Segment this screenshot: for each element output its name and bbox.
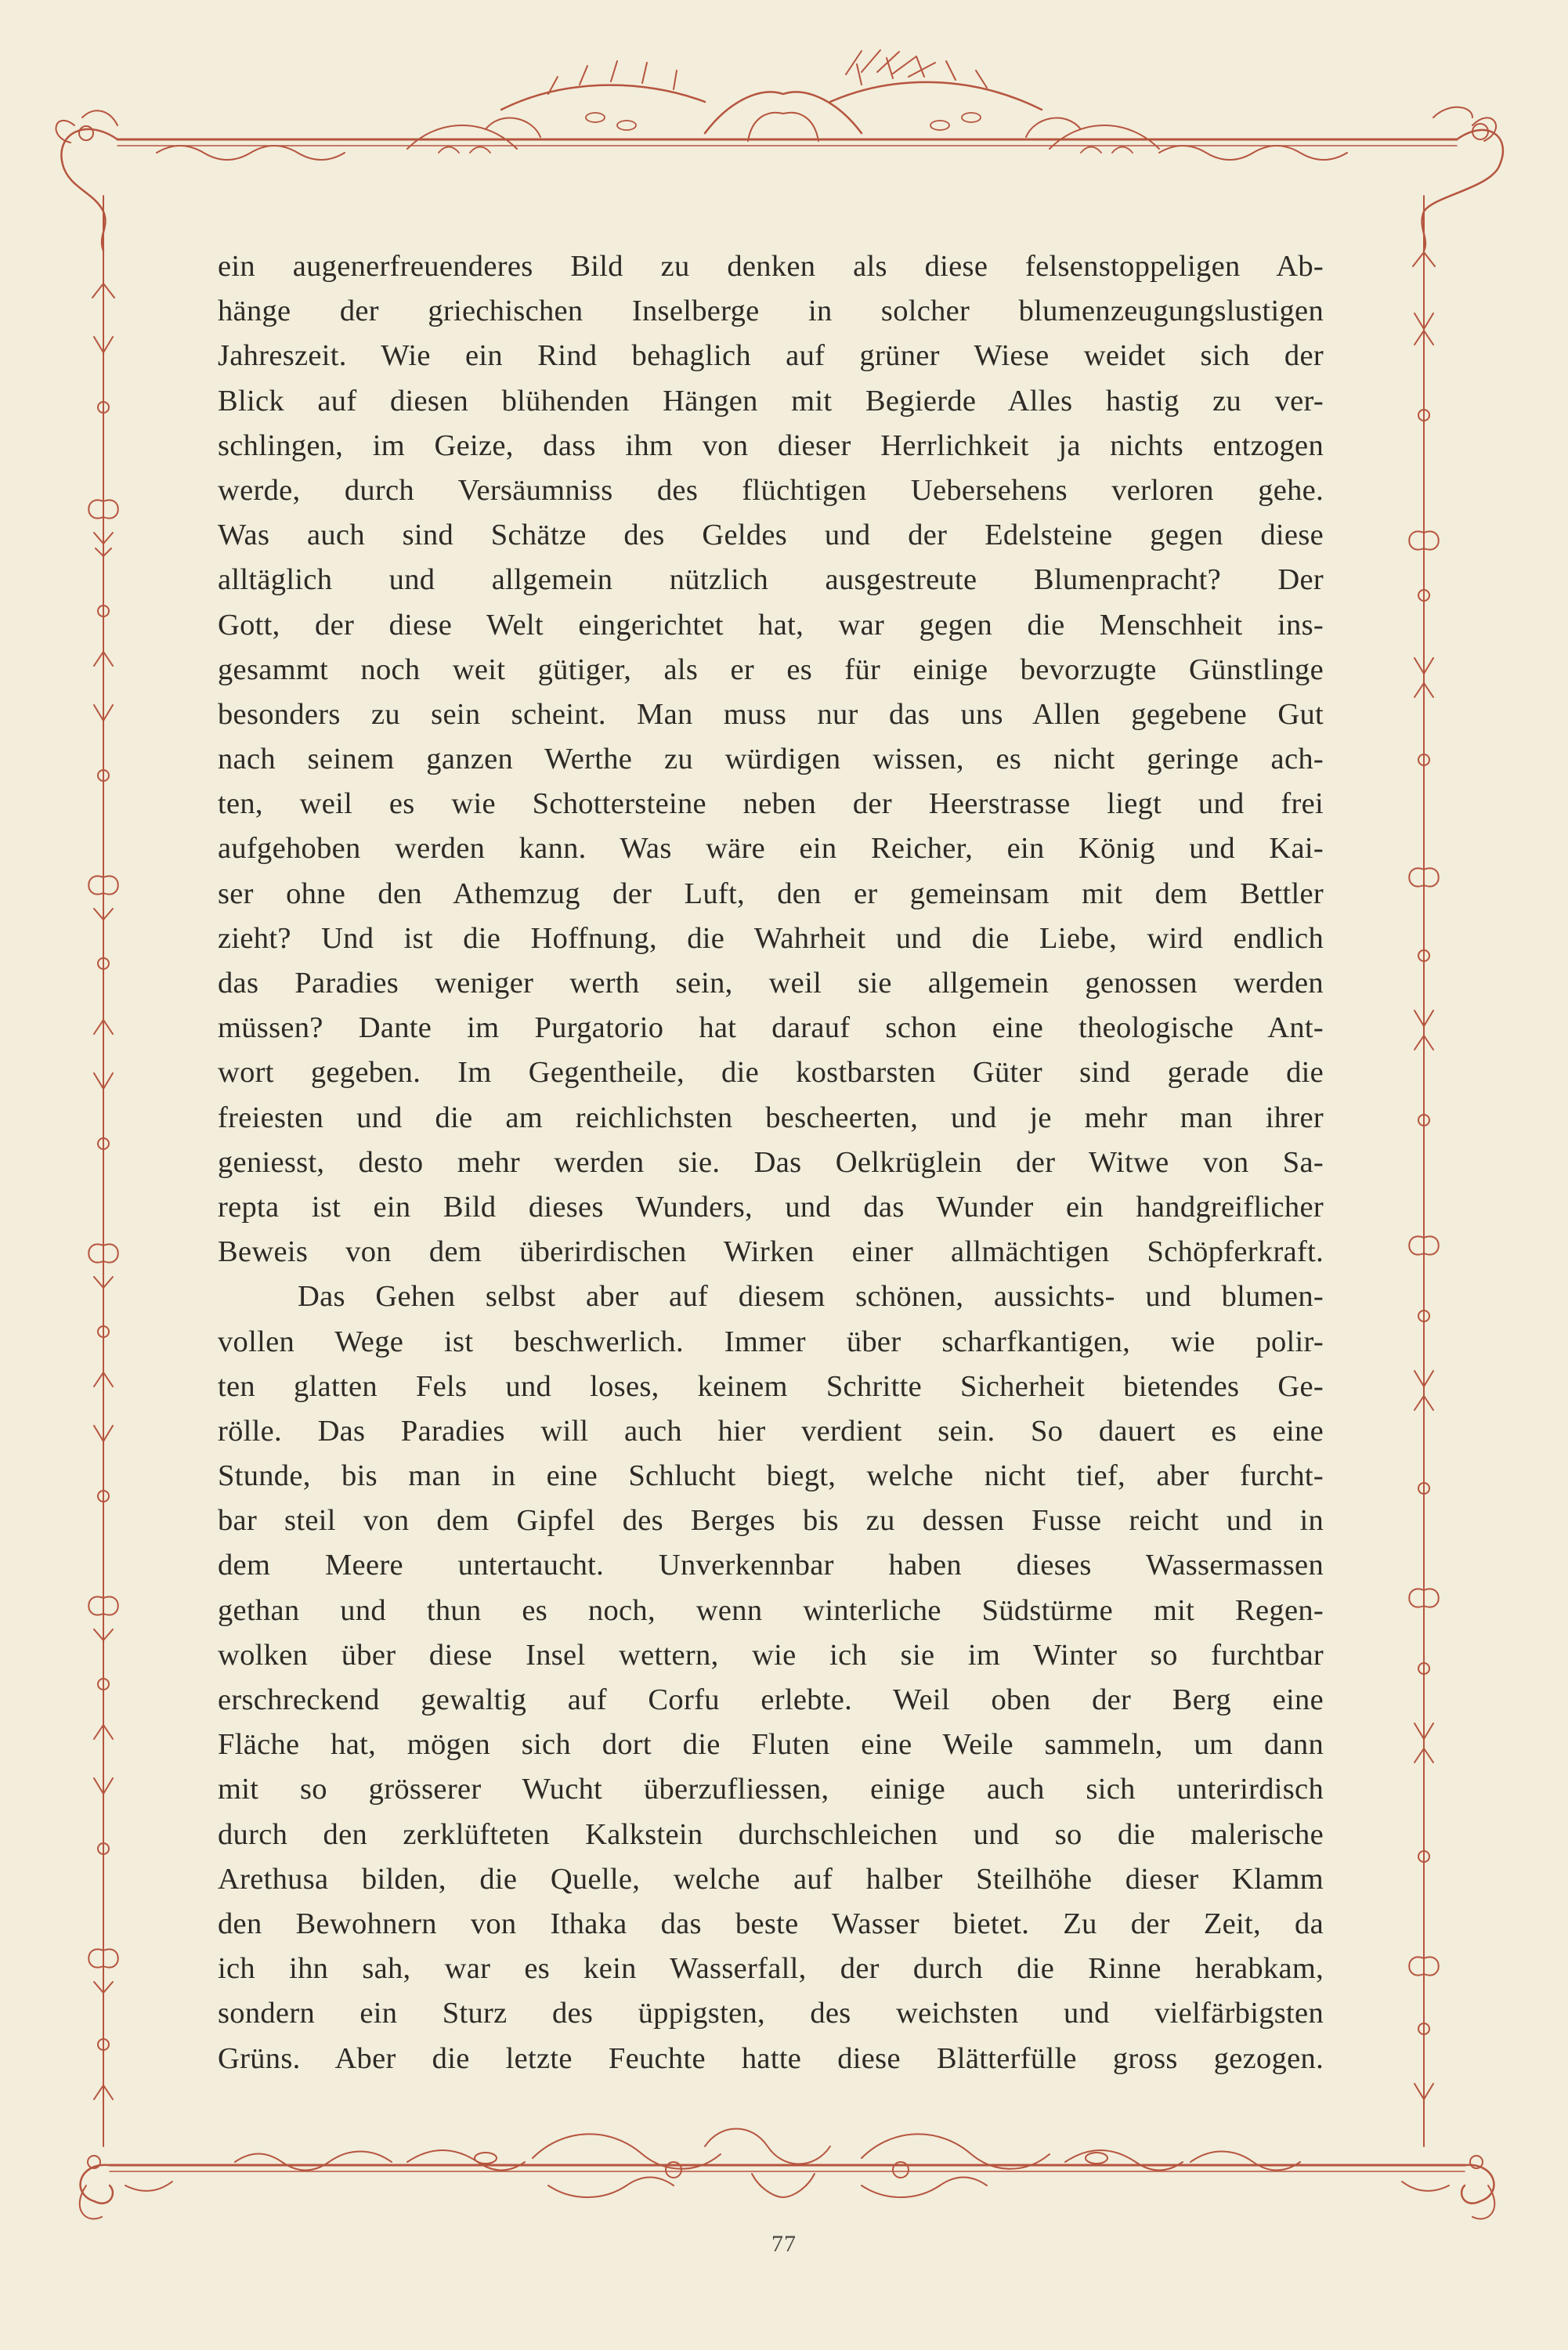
text-line: rölle. Das Paradies will auch hier verdient sein. So dauert es eine [218,1414,1324,1448]
text-line: Fläche hat, mögen sich dort die Fluten eine Weile sammeln, um dann [218,1728,1324,1762]
text-line: ich ihn sah, war es kein Wasserfall, der durch die Rinne herabkam, [218,1952,1324,1986]
text-line: alltäglich und allgemein nützlich ausgestreute Blumenpracht? Der [218,563,1324,597]
text-line: repta ist ein Bild dieses Wunders, und das Wunder ein handgreiflicher [218,1190,1324,1224]
text-line: den Bewohnern von Ithaka das beste Wasser bietet. Zu der Zeit, da [218,1907,1324,1940]
text-line: zieht? Und ist die Hoffnung, die Wahrheit und die Liebe, wird endlich [218,921,1324,955]
text-line: Jahreszeit. Wie ein Rind behaglich auf grüner Wiese weidet sich der [218,339,1324,373]
text-line: Arethusa bilden, die Quelle, welche auf halber Steilhöhe dieser Klamm [218,1862,1324,1896]
text-line: hänge der griechischen Inselberge in solcher blumenzeugungslustigen [218,295,1324,328]
text-line: aufgehoben werden kann. Was wäre ein Reicher, ein König und Kai- [218,832,1324,866]
text-line: gethan und thun es noch, wenn winterliche Südstürme mit Regen- [218,1593,1324,1627]
text-line: Beweis von dem überirdischen Wirken einer allmächtigen Schöpferkraft. [218,1235,1324,1269]
text-line: ten glatten Fels und loses, keinem Schritte Sicherheit bietendes Ge- [218,1369,1324,1403]
page-number: 77 [771,2231,797,2257]
text-line: ser ohne den Athemzug der Luft, den er gemeinsam mit dem Bettler [218,877,1324,910]
text-line: Grüns. Aber die letzte Feuchte hatte diese Blätterfülle gross gezogen. [218,2041,1324,2075]
body-text [218,244,1324,2081]
text-line: Gott, der diese Welt eingerichtet hat, war gegen die Menschheit ins- [218,608,1324,642]
text-line: sondern ein Sturz des üppigsten, des weichsten und vielfärbigsten [218,1997,1324,2030]
text-line: schlingen, im Geize, dass ihm von dieser Herrlichkeit ja nichts entzogen [218,428,1324,462]
text-line: wort gegeben. Im Gegentheile, die kostbarsten Güter sind gerade die [218,1056,1324,1090]
text-line: ten, weil es wie Schottersteine neben der Heerstrasse liegt und frei [218,787,1324,821]
text-line-indented: Das Gehen selbst aber auf diesem schönen, aussichts- und blumen- [298,1280,1324,1314]
text-line: Stunde, bis man in eine Schlucht biegt, welche nicht tief, aber furcht- [218,1459,1324,1493]
text-line: das Paradies weniger werth sein, weil sie allgemein genossen werden [218,967,1324,1000]
text-line: besonders zu sein scheint. Man muss nur das uns Allen gegebene Gut [218,697,1324,731]
text-line: dem Meere untertaucht. Unverkennbar haben dieses Wassermassen [218,1549,1324,1582]
text-line: müssen? Dante im Purgatorio hat darauf schon eine theologische Ant- [218,1011,1324,1045]
text-line: durch den zerklüfteten Kalkstein durchschleichen und so die malerische [218,1817,1324,1851]
text-line: ein augenerfreuenderes Bild zu denken als diese felsenstoppeligen Ab- [218,250,1324,283]
text-line: Was auch sind Schätze des Geldes und der Edelsteine gegen diese [218,519,1324,552]
text-line: gesammt noch weit gütiger, als er es für einige bevorzugte Günstlinge [218,653,1324,686]
text-line: wolken über diese Insel wettern, wie ich sie im Winter so furchtbar [218,1638,1324,1672]
text-line: bar steil von dem Gipfel des Berges bis zu dessen Fusse reicht und in [218,1504,1324,1538]
text-line: freiesten und die am reichlichsten bescheerten, und je mehr man ihrer [218,1101,1324,1134]
text-line: geniesst, desto mehr werden sie. Das Oelkrüglein der Witwe von Sa- [218,1145,1324,1179]
text-line: mit so grösserer Wucht überzufliessen, einige auch sich unterirdisch [218,1773,1324,1806]
text-line: erschreckend gewaltig auf Corfu erlebte. Weil oben der Berg eine [218,1683,1324,1716]
text-line: Blick auf diesen blühenden Hängen mit Begierde Alles hastig zu ver- [218,384,1324,418]
text-line: werde, durch Versäumniss des flüchtigen Uebersehens verloren gehe. [218,473,1324,507]
text-line: nach seinem ganzen Werthe zu würdigen wissen, es nicht geringe ach- [218,743,1324,776]
text-line: vollen Wege ist beschwerlich. Immer über scharfkantigen, wie polir- [218,1325,1324,1358]
